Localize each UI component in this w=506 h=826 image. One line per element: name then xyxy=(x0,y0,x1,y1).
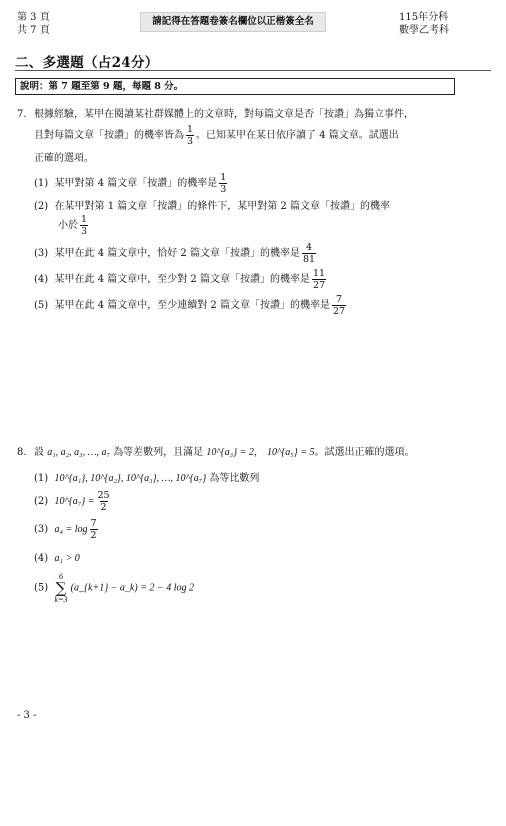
q7-stem-line2-post: 。已知某甲在某日依序讀了 4 篇文章。試選出 xyxy=(196,130,399,141)
q8-option-3 xyxy=(34,518,100,541)
option-label: (4) xyxy=(34,553,49,564)
q8-condition-2: 10^{a₅} = 5 xyxy=(267,447,315,458)
sigma-symbol: ∑ xyxy=(55,579,67,597)
fraction-numerator: 1 xyxy=(81,214,88,225)
option-math: 10^{a₇} = xyxy=(54,496,95,507)
section-divider xyxy=(15,70,491,71)
section-instructions: 說明：第 7 題至第 9 題，每題 8 分。 xyxy=(15,78,455,95)
q7-number: 7. xyxy=(17,109,27,120)
option-fraction xyxy=(90,518,98,541)
summation xyxy=(55,572,68,604)
option-math: a₄ = log xyxy=(54,524,88,535)
option-label: (5) xyxy=(34,300,49,311)
exam-info xyxy=(399,11,449,37)
fraction-denominator: 2 xyxy=(90,530,97,541)
q7-option-1 xyxy=(34,172,229,195)
q8-condition-1: 10^{a₃} = 2 xyxy=(206,447,254,458)
q7-option-4 xyxy=(34,268,328,291)
option-fraction xyxy=(96,490,110,513)
fraction-denominator: 81 xyxy=(302,254,316,265)
q7-option-2-cont xyxy=(58,214,90,237)
q7-probability-fraction xyxy=(186,124,194,147)
q8-option-1 xyxy=(34,472,259,485)
option-text: 某甲在此 4 篇文章中，恰好 2 篇文章「按讚」的機率是 xyxy=(54,248,300,259)
option-text: 某甲在此 4 篇文章中，至少對 2 篇文章「按讚」的機率是 xyxy=(54,274,310,285)
sum-lower-limit: k=3 xyxy=(54,595,68,604)
option-label: (5) xyxy=(34,582,49,594)
sum-upper-limit: 6 xyxy=(59,572,63,581)
fraction-numerator: 4 xyxy=(306,242,313,253)
fraction-numerator: 7 xyxy=(90,518,97,529)
option-label: (2) xyxy=(34,201,49,212)
option-math: (a_{k+1} − a_k) = 2 − 4 log 2 xyxy=(70,582,194,594)
option-fraction xyxy=(302,242,316,265)
option-math: 10^{a₁}, 10^{a₂}, 10^{a₃}, …, 10^{a₇} xyxy=(54,473,207,484)
option-text: 在某甲對第 1 篇文章「按讚」的條件下，某甲對第 2 篇文章「按讚」的機率 xyxy=(54,201,390,212)
exam-year: 115年分科 xyxy=(399,12,449,23)
q8-stem-post: 。試選出正確的選項。 xyxy=(314,447,415,458)
q8-option-2 xyxy=(34,490,113,513)
page-current: 第 3 頁 xyxy=(17,12,50,23)
q7-stem-line2-pre: 且對每篇文章「按讚」的機率皆為 xyxy=(34,130,184,141)
fraction-numerator: 1 xyxy=(220,172,227,183)
fraction-denominator: 27 xyxy=(312,280,326,291)
option-math: a₁ > 0 xyxy=(54,553,80,564)
option-label: (2) xyxy=(34,496,49,507)
fraction-numerator: 11 xyxy=(312,268,326,279)
fraction-denominator: 3 xyxy=(81,226,88,237)
q7-stem-line3: 正確的選項。 xyxy=(34,153,94,164)
fraction-denominator: 27 xyxy=(332,306,346,317)
option-label: (3) xyxy=(34,248,49,259)
q7-stem-line2 xyxy=(34,124,399,147)
option-label: (4) xyxy=(34,274,49,285)
q7-option-5 xyxy=(34,294,348,317)
fraction-denominator: 3 xyxy=(220,184,227,195)
fraction-numerator: 1 xyxy=(187,124,194,135)
fraction-numerator: 25 xyxy=(97,490,110,501)
option-fraction xyxy=(312,268,326,291)
q8-number: 8. xyxy=(17,447,27,458)
q8-stem: 設 a₁, a₂, a₃, …, a₇ 為等差數列，且滿足 10^{a₃} = 2， 10^{a₅} = 5。試選出正確的選項。 xyxy=(34,447,415,458)
page-total: 共 7 頁 xyxy=(17,25,50,36)
fraction-denominator: 3 xyxy=(187,136,194,147)
fraction-denominator: 2 xyxy=(100,502,107,513)
q7-stem-line1: 根據經驗，某甲在閱讀某社群媒體上的文章時，對每篇文章是否「按讚」為獨立事件， xyxy=(34,109,414,120)
section-title: 二、多選題（占24分） xyxy=(15,55,159,71)
option-fraction xyxy=(332,294,346,317)
option-fraction xyxy=(219,172,227,195)
option-text-continued: 小於 xyxy=(58,220,78,231)
q8-option-5 xyxy=(34,572,194,604)
q8-sequence: a₁, a₂, a₃, …, a₇ xyxy=(47,447,110,458)
option-fraction xyxy=(80,214,88,237)
q7-option-3 xyxy=(34,242,318,265)
option-text: 某甲在此 4 篇文章中，至少連續對 2 篇文章「按讚」的機率是 xyxy=(54,300,330,311)
q7-option-2 xyxy=(34,200,390,213)
exam-subject: 數學乙考科 xyxy=(399,25,449,36)
option-text: 為等比數列 xyxy=(209,473,260,484)
option-text: 某甲對第 4 篇文章「按讚」的機率是 xyxy=(54,178,218,189)
option-label: (1) xyxy=(34,473,49,484)
fraction-numerator: 7 xyxy=(336,294,343,305)
q8-option-4 xyxy=(34,552,80,565)
q8-stem-mid: 為等差數列，且滿足 xyxy=(113,447,204,458)
q8-stem-pre: 設 xyxy=(34,447,44,458)
page-number: - 3 - xyxy=(17,710,37,721)
signature-notice: 請記得在答題卷簽名欄位以正楷簽全名 xyxy=(140,12,326,32)
option-label: (1) xyxy=(34,178,49,189)
page-indicator xyxy=(17,11,50,37)
option-label: (3) xyxy=(34,524,49,535)
